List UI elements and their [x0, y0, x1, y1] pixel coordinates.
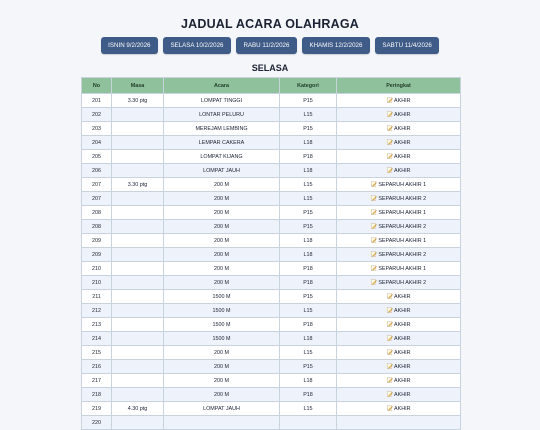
page-title: JADUAL ACARA OLAHRAGA [180, 17, 360, 31]
pencil-memo-icon [371, 265, 377, 271]
cell-masa [112, 388, 164, 402]
cell-masa [112, 164, 164, 178]
table-row [82, 150, 461, 164]
table-row [82, 178, 461, 192]
peringkat-label: AKHIR [394, 98, 411, 104]
cell-no: 219 [82, 402, 112, 416]
pencil-memo-icon [371, 195, 377, 201]
pencil-memo-icon [387, 139, 393, 145]
cell-kategori: L18 [280, 248, 337, 262]
cell-peringkat [337, 332, 461, 346]
pencil-memo-icon [387, 349, 393, 355]
pencil-memo-icon [387, 391, 393, 397]
header-acara: Acara [164, 78, 280, 94]
pencil-memo-icon [387, 167, 393, 173]
cell-peringkat [337, 276, 461, 290]
cell-masa [112, 108, 164, 122]
section-title: SELASA [251, 63, 289, 73]
cell-kategori: P15 [280, 206, 337, 220]
cell-masa [112, 122, 164, 136]
cell-masa [112, 318, 164, 332]
peringkat-label: AKHIR [394, 168, 411, 174]
pencil-memo-icon [387, 111, 393, 117]
cell-acara: 200 M [164, 220, 280, 234]
cell-peringkat [337, 416, 461, 430]
table-row [82, 346, 461, 360]
cell-peringkat [337, 290, 461, 304]
cell-kategori: L15 [280, 304, 337, 318]
cell-masa [112, 136, 164, 150]
cell-peringkat [337, 178, 461, 192]
cell-kategori: L15 [280, 346, 337, 360]
peringkat-label: AKHIR [394, 406, 411, 412]
pencil-memo-icon [387, 293, 393, 299]
cell-acara: LOMPAT TINGGI [164, 94, 280, 108]
table-row [82, 290, 461, 304]
cell-no: 209 [82, 234, 112, 248]
cell-masa [112, 360, 164, 374]
table-row [82, 164, 461, 178]
cell-peringkat [337, 122, 461, 136]
cell-no: 205 [82, 150, 112, 164]
pencil-memo-icon [387, 321, 393, 327]
tab-isnin[interactable]: ISNIN 9/2/2026 [101, 37, 158, 54]
cell-no: 207 [82, 178, 112, 192]
peringkat-label: AKHIR [394, 364, 411, 370]
cell-no: 217 [82, 374, 112, 388]
cell-acara: 200 M [164, 206, 280, 220]
cell-acara: LOMPAT KIJANG [164, 150, 280, 164]
cell-peringkat [337, 374, 461, 388]
pencil-memo-icon [387, 377, 393, 383]
cell-peringkat [337, 318, 461, 332]
cell-acara: 200 M [164, 374, 280, 388]
table-row [82, 276, 461, 290]
pencil-memo-icon [387, 97, 393, 103]
tab-sabtu[interactable]: SABTU 11/4/2026 [375, 37, 439, 54]
day-tabs [0, 37, 540, 54]
cell-no: 203 [82, 122, 112, 136]
cell-masa: 3.30 ptg [112, 178, 164, 192]
cell-no: 211 [82, 290, 112, 304]
cell-peringkat [337, 346, 461, 360]
peringkat-label: AKHIR [394, 308, 411, 314]
cell-peringkat [337, 164, 461, 178]
table-row [82, 318, 461, 332]
cell-kategori: P18 [280, 276, 337, 290]
cell-masa: 3.30 ptg [112, 94, 164, 108]
cell-peringkat [337, 262, 461, 276]
cell-acara: 1500 M [164, 318, 280, 332]
cell-no: 215 [82, 346, 112, 360]
cell-masa [112, 248, 164, 262]
cell-masa [112, 304, 164, 318]
peringkat-label: AKHIR [394, 322, 411, 328]
table-row [82, 192, 461, 206]
cell-kategori: L18 [280, 164, 337, 178]
cell-no: 210 [82, 262, 112, 276]
cell-no: 209 [82, 248, 112, 262]
peringkat-label: AKHIR [394, 112, 411, 118]
pencil-memo-icon [371, 279, 377, 285]
peringkat-label: SEPARUH AKHIR 2 [378, 280, 427, 286]
cell-peringkat [337, 150, 461, 164]
cell-acara: LOMPAT JAUH [164, 164, 280, 178]
cell-masa [112, 206, 164, 220]
table-row [82, 108, 461, 122]
cell-kategori: L15 [280, 108, 337, 122]
cell-no: 208 [82, 220, 112, 234]
cell-acara: LONTAR PELURU [164, 108, 280, 122]
cell-peringkat [337, 136, 461, 150]
cell-masa [112, 150, 164, 164]
header-peringkat: Peringkat [337, 78, 461, 94]
table-header-row [82, 78, 461, 94]
cell-no: 206 [82, 164, 112, 178]
cell-masa [112, 346, 164, 360]
cell-acara: 200 M [164, 388, 280, 402]
cell-no: 212 [82, 304, 112, 318]
cell-masa [112, 262, 164, 276]
cell-peringkat [337, 248, 461, 262]
table-row [82, 122, 461, 136]
cell-kategori: L18 [280, 332, 337, 346]
cell-acara: LOMPAT JAUH [164, 402, 280, 416]
cell-peringkat [337, 388, 461, 402]
pencil-memo-icon [387, 405, 393, 411]
pencil-memo-icon [371, 237, 377, 243]
peringkat-label: AKHIR [394, 154, 411, 160]
cell-no: 201 [82, 94, 112, 108]
cell-peringkat [337, 108, 461, 122]
cell-no: 207 [82, 192, 112, 206]
cell-kategori: P15 [280, 220, 337, 234]
cell-no: 204 [82, 136, 112, 150]
tab-khamis[interactable]: KHAMIS 12/2/2026 [302, 37, 370, 54]
peringkat-label: AKHIR [394, 350, 411, 356]
cell-acara: LEMPAR CAKERA [164, 136, 280, 150]
cell-acara: 200 M [164, 248, 280, 262]
peringkat-label: AKHIR [394, 336, 411, 342]
header-masa: Masa [112, 78, 164, 94]
cell-kategori: L15 [280, 178, 337, 192]
cell-acara: 200 M [164, 178, 280, 192]
cell-acara: 200 M [164, 346, 280, 360]
pencil-memo-icon [387, 363, 393, 369]
table-row [82, 388, 461, 402]
cell-peringkat [337, 360, 461, 374]
table-row [82, 94, 461, 108]
cell-acara: 200 M [164, 276, 280, 290]
cell-acara: 1500 M [164, 290, 280, 304]
cell-acara: 200 M [164, 360, 280, 374]
cell-masa [112, 290, 164, 304]
cell-masa [112, 374, 164, 388]
cell-peringkat [337, 192, 461, 206]
cell-masa [112, 192, 164, 206]
cell-peringkat [337, 402, 461, 416]
cell-kategori: P15 [280, 122, 337, 136]
pencil-memo-icon [371, 251, 377, 257]
table-row [82, 332, 461, 346]
cell-peringkat [337, 94, 461, 108]
cell-kategori: P15 [280, 290, 337, 304]
header-no: No [82, 78, 112, 94]
cell-kategori: L18 [280, 136, 337, 150]
cell-masa: 4.30 ptg [112, 402, 164, 416]
cell-masa [112, 220, 164, 234]
cell-acara: 200 M [164, 192, 280, 206]
cell-masa [112, 276, 164, 290]
cell-acara: 1500 M [164, 304, 280, 318]
table-body [82, 94, 461, 430]
cell-kategori: L15 [280, 192, 337, 206]
schedule-table [81, 77, 461, 430]
peringkat-label: AKHIR [394, 126, 411, 132]
peringkat-label: AKHIR [394, 140, 411, 146]
pencil-memo-icon [371, 223, 377, 229]
pencil-memo-icon [387, 125, 393, 131]
tab-rabu[interactable]: RABU 11/2/2026 [236, 37, 297, 54]
peringkat-label: SEPARUH AKHIR 2 [378, 224, 427, 230]
header-kategori: Kategori [280, 78, 337, 94]
table-row [82, 220, 461, 234]
cell-acara [164, 416, 280, 430]
cell-acara: 1500 M [164, 332, 280, 346]
cell-kategori: P18 [280, 318, 337, 332]
pencil-memo-icon [371, 209, 377, 215]
cell-peringkat [337, 304, 461, 318]
table-row [82, 416, 461, 430]
table-row [82, 248, 461, 262]
table-row [82, 262, 461, 276]
cell-kategori: L18 [280, 374, 337, 388]
cell-kategori: L18 [280, 234, 337, 248]
peringkat-label: AKHIR [394, 294, 411, 300]
cell-no: 220 [82, 416, 112, 430]
cell-no: 208 [82, 206, 112, 220]
cell-kategori [280, 416, 337, 430]
cell-peringkat [337, 206, 461, 220]
cell-peringkat [337, 234, 461, 248]
tab-selasa[interactable]: SELASA 10/2/2026 [163, 37, 231, 54]
cell-no: 202 [82, 108, 112, 122]
cell-peringkat [337, 220, 461, 234]
table-row [82, 234, 461, 248]
peringkat-label: AKHIR [394, 392, 411, 398]
cell-no: 218 [82, 388, 112, 402]
table-row [82, 136, 461, 150]
cell-kategori: P15 [280, 360, 337, 374]
table-row [82, 360, 461, 374]
peringkat-label: SEPARUH AKHIR 2 [378, 252, 427, 258]
pencil-memo-icon [371, 181, 377, 187]
peringkat-label: SEPARUH AKHIR 2 [378, 196, 427, 202]
table-row [82, 402, 461, 416]
peringkat-label: AKHIR [394, 378, 411, 384]
cell-kategori: P18 [280, 262, 337, 276]
cell-kategori: P18 [280, 388, 337, 402]
cell-acara: 200 M [164, 234, 280, 248]
cell-no: 216 [82, 360, 112, 374]
cell-kategori: P15 [280, 94, 337, 108]
peringkat-label: SEPARUH AKHIR 1 [378, 210, 427, 216]
cell-masa [112, 332, 164, 346]
cell-no: 214 [82, 332, 112, 346]
cell-acara: MEREJAM LEMBING [164, 122, 280, 136]
cell-no: 210 [82, 276, 112, 290]
cell-kategori: P18 [280, 150, 337, 164]
peringkat-label: SEPARUH AKHIR 1 [378, 238, 427, 244]
table-row [82, 206, 461, 220]
cell-masa [112, 416, 164, 430]
peringkat-label: SEPARUH AKHIR 1 [378, 182, 427, 188]
peringkat-label: SEPARUH AKHIR 1 [378, 266, 427, 272]
pencil-memo-icon [387, 153, 393, 159]
table-row [82, 304, 461, 318]
cell-acara: 200 M [164, 262, 280, 276]
pencil-memo-icon [387, 307, 393, 313]
table-row [82, 374, 461, 388]
cell-masa [112, 234, 164, 248]
pencil-memo-icon [387, 335, 393, 341]
cell-kategori: L15 [280, 402, 337, 416]
cell-no: 213 [82, 318, 112, 332]
